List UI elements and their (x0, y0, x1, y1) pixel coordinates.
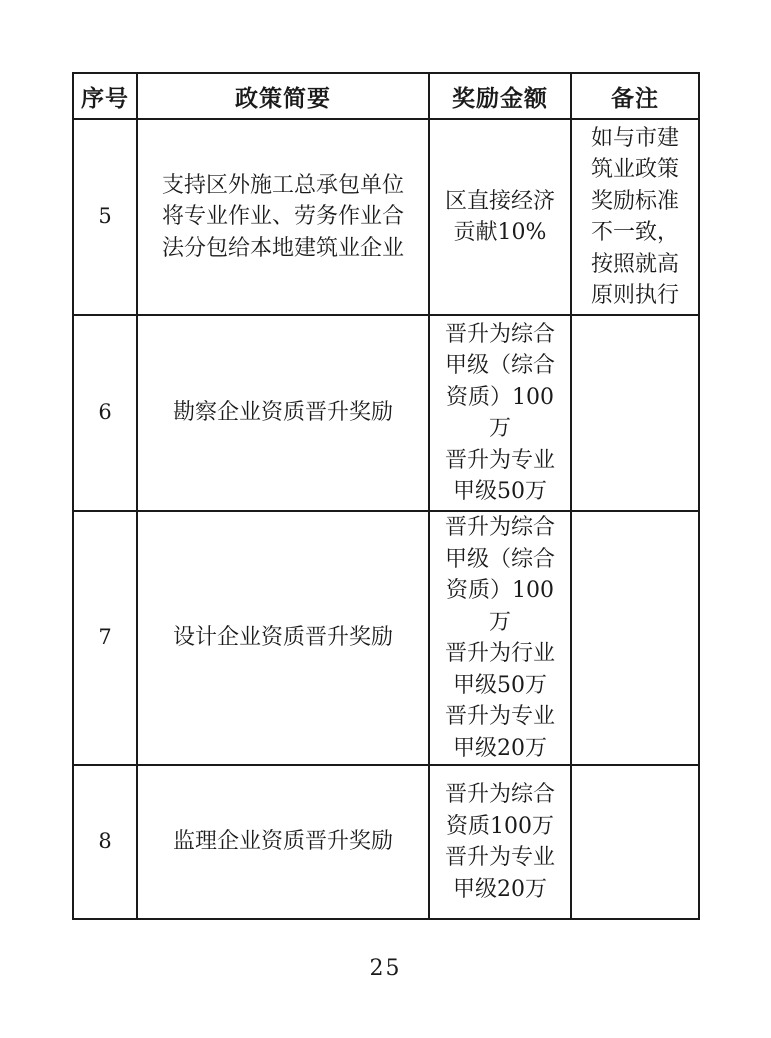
amount-line: 晋升为行业 (444, 641, 555, 666)
amount-line: 万 (488, 416, 511, 441)
remark (571, 119, 699, 315)
note-line: 筑业政策 (590, 157, 679, 182)
amount-line: 甲级（综合 (444, 546, 555, 572)
amount-line: 资质100万 (446, 813, 554, 839)
header-summary: 政策简要 (137, 73, 429, 119)
policy-table (72, 72, 700, 920)
amount-line: 万 (488, 609, 511, 635)
amount-line: 甲级50万 (453, 672, 547, 698)
reward-amount (429, 765, 571, 919)
amount-line: 晋升为综合 (444, 321, 555, 347)
header-row (73, 73, 699, 119)
amount-line: 晋升为综合 (444, 515, 555, 540)
summary-line: 法分包给本地建筑业企业 (161, 235, 404, 261)
table-row (73, 765, 699, 919)
amount-line: 甲级20万 (453, 876, 547, 902)
summary-line: 监理企业资质晋升奖励 (172, 829, 393, 855)
header-no: 序号 (73, 73, 137, 119)
summary-line: 勘察企业资质晋升奖励 (172, 400, 393, 426)
amount-line: 晋升为专业 (444, 447, 555, 473)
amount-line: 甲级（综合 (444, 353, 555, 378)
summary-line: 支持区外施工总承包单位 (161, 172, 404, 198)
policy-summary (137, 119, 429, 315)
amount-line: 区直接经济 (444, 188, 555, 214)
header-note: 备注 (571, 73, 699, 119)
table-row (73, 119, 699, 315)
summary-line: 设计企业资质晋升奖励 (172, 625, 393, 651)
amount-line: 晋升为专业 (444, 704, 555, 729)
header-amount: 奖励金额 (429, 73, 571, 119)
row-number: 7 (73, 511, 137, 765)
row-number: 6 (73, 315, 137, 511)
amount-line: 资质）100 (446, 578, 554, 603)
page-number: 25 (369, 956, 402, 981)
remark (571, 315, 699, 511)
summary-line: 将专业作业、劳务作业合 (161, 204, 404, 230)
table-row (73, 315, 699, 511)
amount-line: 晋升为专业 (444, 845, 555, 870)
note-line: 奖励标准 (590, 188, 679, 214)
amount-line: 贡献10% (453, 220, 547, 245)
amount-line: 甲级50万 (453, 479, 547, 504)
reward-amount (429, 315, 571, 511)
remark (571, 511, 699, 765)
policy-summary (137, 315, 429, 511)
policy-summary (137, 765, 429, 919)
remark (571, 765, 699, 919)
note-line: 不一致， (590, 220, 679, 245)
amount-line: 资质）100 (446, 384, 554, 410)
amount-line: 晋升为综合 (444, 782, 555, 807)
reward-amount (429, 511, 571, 765)
row-number: 8 (73, 765, 137, 919)
policy-summary (137, 511, 429, 765)
note-line: 如与市建 (590, 125, 679, 151)
reward-amount (429, 119, 571, 315)
amount-line: 甲级20万 (453, 735, 547, 761)
note-line: 按照就高 (590, 251, 679, 277)
table-row (73, 511, 699, 765)
row-number: 5 (73, 119, 137, 315)
note-line: 原则执行 (590, 283, 679, 308)
